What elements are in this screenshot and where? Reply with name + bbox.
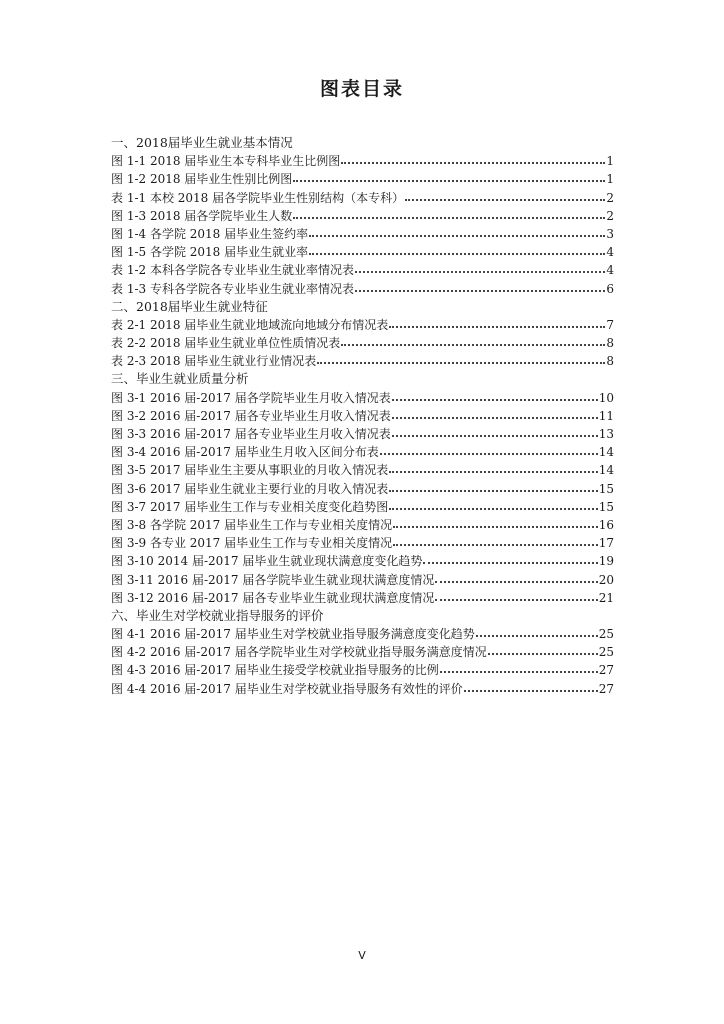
toc-entry-label: 图 3-4 2016 届-2017 届毕业生月收入区间分布表 — [111, 445, 379, 460]
dot-leader — [389, 464, 597, 474]
toc-entry[interactable] — [111, 480, 614, 498]
toc-entry-label: 图 3-2 2016 届-2017 届各专业毕业生月收入情况表 — [111, 408, 391, 423]
dot-leader — [309, 228, 605, 238]
dot-leader — [405, 192, 605, 202]
toc-entry-page-number: 25 — [598, 627, 614, 642]
toc-entry-label: 二、2018届毕业生就业特征 — [111, 298, 268, 314]
toc-section-heading — [111, 134, 614, 152]
toc-entry-page-number: 15 — [598, 499, 614, 514]
toc-entry[interactable] — [111, 352, 614, 370]
toc-entry[interactable] — [111, 207, 614, 225]
toc-entry-label: 表 2-2 2018 届毕业生就业单位性质情况表 — [111, 336, 341, 351]
toc-entry[interactable] — [111, 643, 614, 661]
table-of-figures — [111, 134, 614, 698]
toc-entry-page-number: 2 — [606, 208, 614, 223]
dot-leader — [380, 446, 598, 456]
toc-entry[interactable] — [111, 243, 614, 261]
toc-entry-label: 表 2-1 2018 届毕业生就业地域流向地域分布情况表 — [111, 317, 389, 332]
toc-entry-page-number: 13 — [598, 427, 614, 441]
toc-entry[interactable] — [111, 571, 614, 589]
toc-entry[interactable] — [111, 334, 614, 352]
dot-leader — [392, 428, 598, 438]
toc-entry-label: 图 1-4 各学院 2018 届毕业生签约率 — [111, 226, 309, 241]
toc-entry[interactable] — [111, 189, 614, 207]
toc-entry-label: 图 3-3 2016 届-2017 届各专业毕业生月收入情况表 — [111, 427, 391, 441]
dot-leader — [392, 410, 598, 420]
toc-entry[interactable] — [111, 443, 614, 461]
toc-entry[interactable] — [111, 589, 614, 607]
toc-entry[interactable] — [111, 661, 614, 679]
toc-entry-label: 表 1-1 本校 2018 届各学院毕业生性别结构（本专科） — [111, 190, 405, 205]
toc-entry-page-number: 10 — [598, 390, 614, 405]
toc-section-heading — [111, 607, 614, 625]
toc-entry-label: 图 3-9 各专业 2017 届毕业生工作与专业相关度情况 — [111, 536, 393, 551]
toc-entry-page-number: 3 — [606, 226, 614, 241]
dot-leader — [293, 173, 605, 183]
toc-entry-page-number: 1 — [606, 172, 614, 187]
toc-entry[interactable] — [111, 225, 614, 243]
toc-entry-page-number: 1 — [606, 154, 614, 169]
toc-entry-page-number: 11 — [598, 408, 614, 423]
toc-entry-page-number: 7 — [606, 317, 614, 332]
toc-entry-label: 一、2018届毕业生就业基本情况 — [111, 135, 293, 150]
dot-leader — [341, 155, 605, 165]
toc-entry[interactable] — [111, 425, 614, 443]
toc-entry-label: 表 1-3 专科各学院各专业毕业生就业率情况表 — [111, 281, 354, 296]
toc-entry-label: 图 4-1 2016 届-2017 届毕业生对学校就业指导服务满意度变化趋势 — [111, 627, 475, 642]
dot-leader — [389, 319, 605, 329]
toc-entry[interactable] — [111, 498, 614, 516]
toc-entry-page-number: 4 — [606, 245, 614, 260]
dot-leader — [435, 574, 597, 584]
toc-entry-page-number: 8 — [606, 354, 614, 369]
toc-entry[interactable] — [111, 552, 614, 570]
toc-entry-label: 图 3-10 2014 届-2017 届毕业生就业现状满意度变化趋势 — [111, 554, 423, 569]
toc-entry-label: 图 3-11 2016 届-2017 届各学院毕业生就业现状满意度情况 — [111, 572, 435, 587]
toc-entry-label: 图 1-5 各学院 2018 届毕业生就业率 — [111, 245, 309, 260]
toc-entry-label: 图 3-6 2017 届毕业生就业主要行业的月收入情况表 — [111, 481, 389, 496]
toc-entry-page-number: 27 — [598, 681, 614, 696]
page-title: 图表目录 — [319, 78, 404, 100]
toc-entry-label: 图 1-2 2018 届毕业生性别比例图 — [111, 172, 293, 187]
toc-entry-page-number: 4 — [606, 263, 614, 278]
dot-leader — [389, 501, 597, 511]
toc-entry-page-number: 21 — [598, 590, 614, 605]
dot-leader — [293, 210, 605, 220]
dot-leader — [393, 519, 598, 529]
dot-leader — [440, 664, 598, 674]
toc-entry-page-number: 27 — [598, 663, 614, 678]
toc-entry-label: 表 1-2 本科各学院各专业毕业生就业率情况表 — [111, 263, 354, 278]
toc-entry-label: 图 3-7 2017 届毕业生工作与专业相关度变化趋势图 — [111, 499, 389, 514]
toc-entry-page-number: 8 — [606, 336, 614, 351]
toc-entry[interactable] — [111, 407, 614, 425]
dot-leader — [355, 264, 605, 274]
toc-entry[interactable] — [111, 680, 614, 698]
dot-leader — [435, 592, 597, 602]
toc-entry[interactable] — [111, 316, 614, 334]
toc-entry[interactable] — [111, 152, 614, 170]
dot-leader — [341, 337, 605, 347]
dot-leader — [389, 483, 597, 493]
toc-entry-label: 图 4-2 2016 届-2017 届各学院毕业生对学校就业指导服务满意度情况 — [111, 645, 487, 660]
dot-leader — [423, 555, 597, 565]
dot-leader — [309, 246, 605, 256]
toc-entry-label: 图 3-8 各学院 2017 届毕业生工作与专业相关度情况 — [111, 517, 393, 532]
toc-entry[interactable] — [111, 625, 614, 643]
toc-entry-page-number: 2 — [606, 190, 614, 205]
toc-entry[interactable] — [111, 389, 614, 407]
dot-leader — [488, 646, 598, 656]
toc-entry-page-number: 17 — [598, 536, 614, 551]
toc-entry-page-number: 19 — [598, 554, 614, 569]
toc-entry-label: 图 1-3 2018 届各学院毕业生人数 — [111, 208, 293, 223]
toc-entry-label: 表 2-3 2018 届毕业生就业行业情况表 — [111, 354, 317, 369]
dot-leader — [392, 392, 598, 402]
toc-entry-page-number: 25 — [598, 645, 614, 660]
toc-entry-page-number: 15 — [598, 481, 614, 496]
toc-entry-label: 图 1-1 2018 届毕业生本专科毕业生比例图 — [111, 154, 341, 169]
toc-entry-label: 图 4-4 2016 届-2017 届毕业生对学校就业指导服务有效性的评价 — [111, 681, 463, 696]
toc-entry-page-number: 16 — [598, 517, 614, 532]
toc-entry-label: 图 4-3 2016 届-2017 届毕业生接受学校就业指导服务的比例 — [111, 663, 439, 678]
toc-entry-page-number: 14 — [598, 463, 614, 478]
dot-leader — [464, 683, 598, 693]
dot-leader — [476, 628, 598, 638]
toc-entry-label: 六、毕业生对学校就业指导服务的评价 — [111, 607, 324, 623]
toc-entry-label: 图 3-12 2016 届-2017 届各专业毕业生就业现状满意度情况 — [111, 590, 435, 605]
toc-entry-label: 图 3-5 2017 届毕业生主要从事职业的月收入情况表 — [111, 463, 389, 478]
toc-entry[interactable] — [111, 280, 614, 298]
toc-entry-page-number: 6 — [606, 281, 614, 296]
toc-entry-page-number: 20 — [598, 572, 614, 587]
toc-section-heading — [111, 298, 614, 316]
toc-entry-label: 三、毕业生就业质量分析 — [111, 371, 249, 387]
toc-entry[interactable] — [111, 516, 614, 534]
toc-entry-page-number: 14 — [598, 445, 614, 460]
toc-entry[interactable] — [111, 170, 614, 188]
dot-leader — [355, 283, 605, 293]
toc-entry[interactable] — [111, 461, 614, 479]
footer-page-number: V — [358, 949, 366, 962]
toc-entry-label: 图 3-1 2016 届-2017 届各学院毕业生月收入情况表 — [111, 390, 391, 405]
toc-entry[interactable] — [111, 534, 614, 552]
toc-entry[interactable] — [111, 261, 614, 279]
toc-section-heading — [111, 370, 614, 388]
dot-leader — [317, 355, 605, 365]
dot-leader — [393, 537, 598, 547]
